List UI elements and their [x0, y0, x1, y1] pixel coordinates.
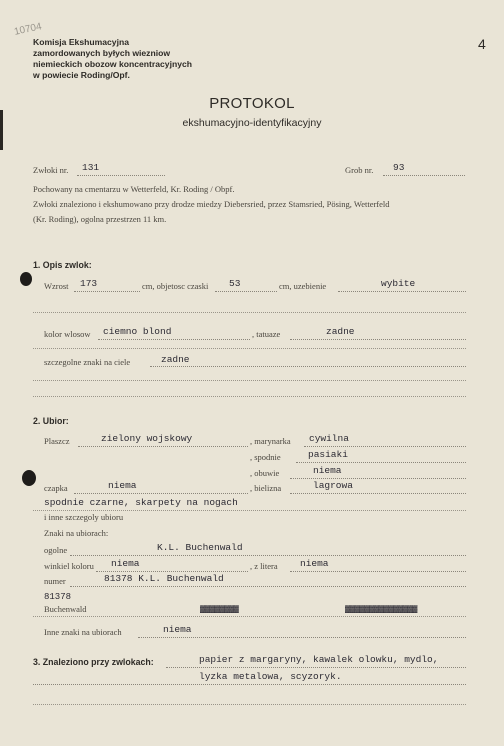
burial-line-2: Zwłoki znaleziono i ekshumowano przy drodze miedzy Diebersried, przez Stamsried, Pösing, Wetterfeld: [33, 199, 390, 209]
czaska-value: 53: [229, 278, 241, 289]
marynarka-label: , marynarka: [250, 436, 291, 446]
zwloki-label: Zwłoki nr.: [33, 165, 69, 175]
wzrost-value: 173: [80, 278, 98, 289]
organization-header: [33, 37, 192, 81]
tatuaze-value: zadne: [326, 326, 355, 337]
znaki-na-ubiorach-label: Znaki na ubiorach:: [44, 528, 109, 538]
org-line: zamordowanych byłych wiezniow: [33, 48, 171, 58]
wzrost-label: Wzrost: [44, 281, 69, 291]
burial-line-1: Pochowany na cmentarzu w Wetterfeld, Kr. Roding / Obpf.: [33, 184, 235, 194]
struck-out-stamp: ▓▓▓▓▓▓▓▓▓▓▓▓▓▓▓: [345, 606, 418, 613]
org-line: w powiecie Roding/Opf.: [33, 70, 130, 80]
inne-znaki-label: Inne znaki na ubiorach: [44, 627, 122, 637]
winkiel-value: niema: [111, 558, 140, 569]
struck-out-stamp: ▓▓▓▓▓▓▓▓: [200, 606, 239, 613]
znaki-label: szczegolne znaki na ciele: [44, 357, 131, 367]
extra-clothing-value: spodnie czarne, skarpety na nogach: [44, 497, 238, 508]
zwloki-number: 131: [82, 162, 100, 173]
litera-value: niema: [300, 558, 329, 569]
burial-line-3: (Kr. Roding), ogolna przestrzen 11 km.: [33, 214, 167, 224]
spodnie-value: pasiaki: [308, 449, 348, 460]
marynarka-value: cywilna: [309, 433, 349, 444]
stamp-place: Buchenwald: [44, 604, 87, 614]
plaszcz-value: zielony wojskowy: [101, 433, 193, 444]
inne-szczegoly-label: i inne szczegoly ubioru: [44, 512, 124, 522]
page-edge-mark: [0, 110, 3, 150]
ogolne-value: K.L. Buchenwald: [157, 542, 243, 553]
spodnie-label: , spodnie: [250, 452, 281, 462]
punch-hole-mark: [20, 272, 32, 286]
document-subtitle: ekshumacyjno-identyfikacyjny: [182, 117, 322, 129]
bielizna-value: lagrowa: [313, 480, 353, 491]
czapka-label: czapka: [44, 483, 68, 493]
ogolne-label: ogolne: [44, 545, 68, 555]
org-line: niemieckich obozow koncentracyjnych: [33, 59, 193, 69]
tatuaze-label: , tatuaze: [252, 329, 281, 339]
grob-number: 93: [393, 162, 405, 173]
section-1-title: 1. Opis zwlok:: [33, 260, 92, 270]
section-3-title: 3. Znaleziono przy zwlokach:: [33, 657, 154, 667]
stamp-number: 81378: [44, 592, 72, 602]
numer-value: 81378 K.L. Buchenwald: [104, 573, 224, 584]
document-title: PROTOKOL: [209, 95, 295, 112]
kolor-label: kolor wlosow: [44, 329, 91, 339]
archive-stamp-number: 10704: [13, 21, 43, 38]
uzebienie-value: wybite: [381, 278, 416, 289]
found-items-line-1: papier z margaryny, kawalek olowku, mydlo,: [199, 654, 439, 665]
grob-label: Grob nr.: [345, 165, 374, 175]
section-2-title: 2. Ubior:: [33, 416, 69, 426]
uzebienie-label: cm, uzebienie: [279, 281, 327, 291]
kolor-value: ciemno blond: [103, 326, 172, 337]
objetosc-label: cm, objetosc czaski: [142, 281, 209, 291]
litera-label: , z litera: [250, 561, 278, 571]
inne-znaki-value: niema: [163, 624, 192, 635]
punch-hole-mark: [22, 470, 36, 486]
obuwie-label: , obuwie: [250, 468, 280, 478]
plaszcz-label: Plaszcz: [44, 436, 70, 446]
czapka-value: niema: [108, 480, 137, 491]
obuwie-value: niema: [313, 465, 342, 476]
org-line: Komisja Ekshumacyjna: [33, 37, 130, 47]
winkiel-label: winkiel koloru: [44, 561, 94, 571]
znaki-value: zadne: [161, 354, 190, 365]
page-number: 4: [478, 36, 486, 52]
numer-label: numer: [44, 576, 66, 586]
found-items-line-2: lyzka metalowa, scyzoryk.: [199, 671, 342, 682]
bielizna-label: , bielizna: [250, 483, 282, 493]
